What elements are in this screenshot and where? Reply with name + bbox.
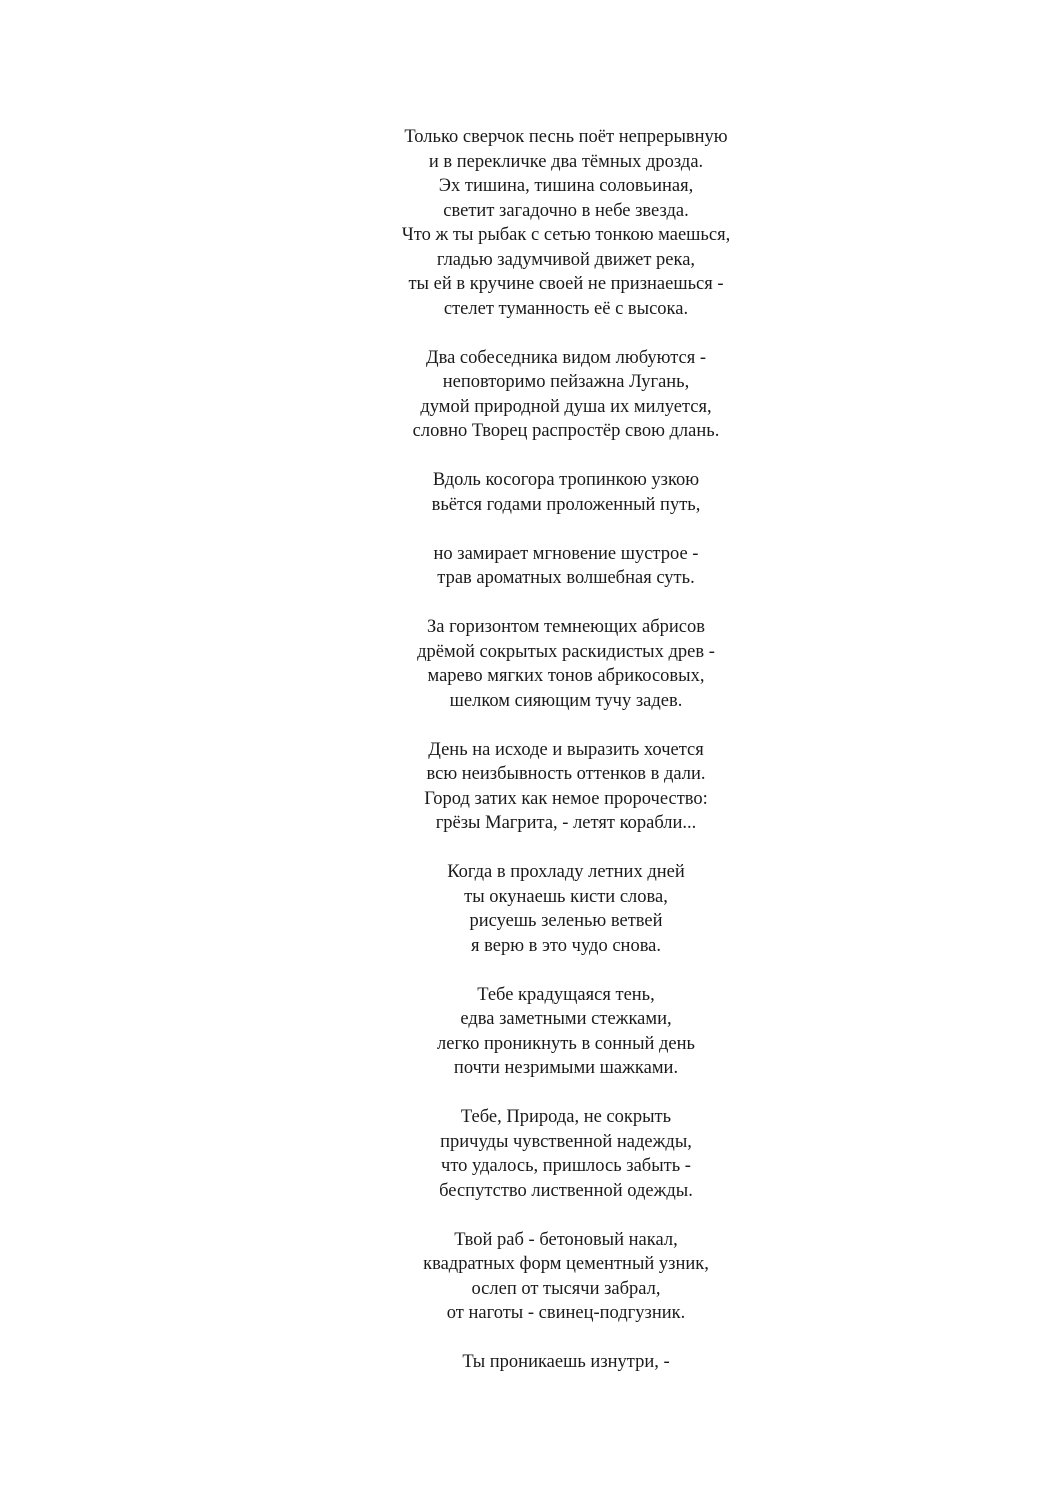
poem-line: всю неизбывность оттенков в дали. [426,764,706,784]
poem-line: ослеп от тысячи забрал, [471,1278,661,1299]
stanza [0,615,1059,713]
poem-line: шелком сияющим тучу задев. [449,690,683,711]
poem-line: квадратных форм цементный узник, [423,1254,709,1274]
stanza [0,983,1059,1081]
poem-line: я верю в это чудо снова. [470,935,662,956]
poem-line: что удалось, пришлось забыть - [441,1156,691,1176]
poem-line: ты окунаешь кисти слова, [464,886,668,907]
poem-line: дрёмой сокрытых раскидистых древ - [417,641,715,662]
poem-line: Что ж ты рыбак с сетью тонкою маешься, [401,225,731,245]
stanza [0,1228,1059,1326]
poem-line: почти незримыми шажками. [453,1058,679,1078]
stanza [0,738,1059,836]
poem-line: Город затих как немое пророчество: [424,788,708,809]
poem-line: Твой раб - бетоновый накал, [454,1229,678,1250]
poem-line: ты ей в кручине своей не признаешься - [408,274,724,294]
poem-line: марево мягких тонов абрикосовых, [427,666,705,686]
poem-line: неповторимо пейзажна Лугань, [442,372,690,392]
poem-line: Вдоль косогора тропинкою узкою [432,470,700,490]
poem-line: вьётся годами проложенный путь, [431,494,701,515]
poem-line: Эх тишина, тишина соловьиная, [438,176,694,196]
poem-line: грёзы Магрита, - летят корабли... [435,813,697,833]
poem-line: За горизонтом темнеющих абрисов [427,617,705,637]
poem-line: Тебе крадущаяся тень, [477,984,655,1005]
poem-line: едва заметными стежками, [460,1009,672,1029]
poem-line: и в перекличке два тёмных дрозда. [428,151,704,172]
poem-line: гладью задумчивой движет река, [436,249,696,270]
stanza [0,542,1059,591]
stanza [0,1350,1059,1375]
poem-line: беспутство лиственной одежды. [439,1180,693,1201]
poem-line: рисуешь зеленью ветвей [469,911,663,931]
poem-line: стелет туманность её с высока. [443,298,689,319]
stanza [0,1105,1059,1203]
poem-line: Только сверчок песнь поёт непрерывную [404,127,728,147]
poem-text [0,125,1059,1399]
poem-line: думой природной душа их милуется, [420,396,712,417]
stanza [0,860,1059,958]
stanza [0,346,1059,444]
poem-line: светит загадочно в небе звезда. [443,200,689,221]
poem-line: причуды чувственной надежды, [440,1131,692,1152]
poem-line: но замирает мгновение шустрое - [433,543,699,564]
poem-line: Тебе, Природа, не сокрыть [460,1107,672,1127]
poem-line: Когда в прохладу летних дней [447,862,685,882]
poem-line: трав ароматных волшебная суть. [437,568,695,588]
poem-line: словно Творец распростёр свою длань. [412,421,720,441]
stanza [0,125,1059,321]
poem-line: День на исходе и выразить хочется [428,739,704,760]
poem-line: Ты проникаешь изнутри, - [462,1352,670,1372]
stanza [0,468,1059,517]
poem-line: легко проникнуть в сонный день [437,1033,695,1054]
poem-line: Два собеседника видом любуются - [425,347,707,368]
poem-line: от наготы - свинец-подгузник. [446,1303,686,1323]
